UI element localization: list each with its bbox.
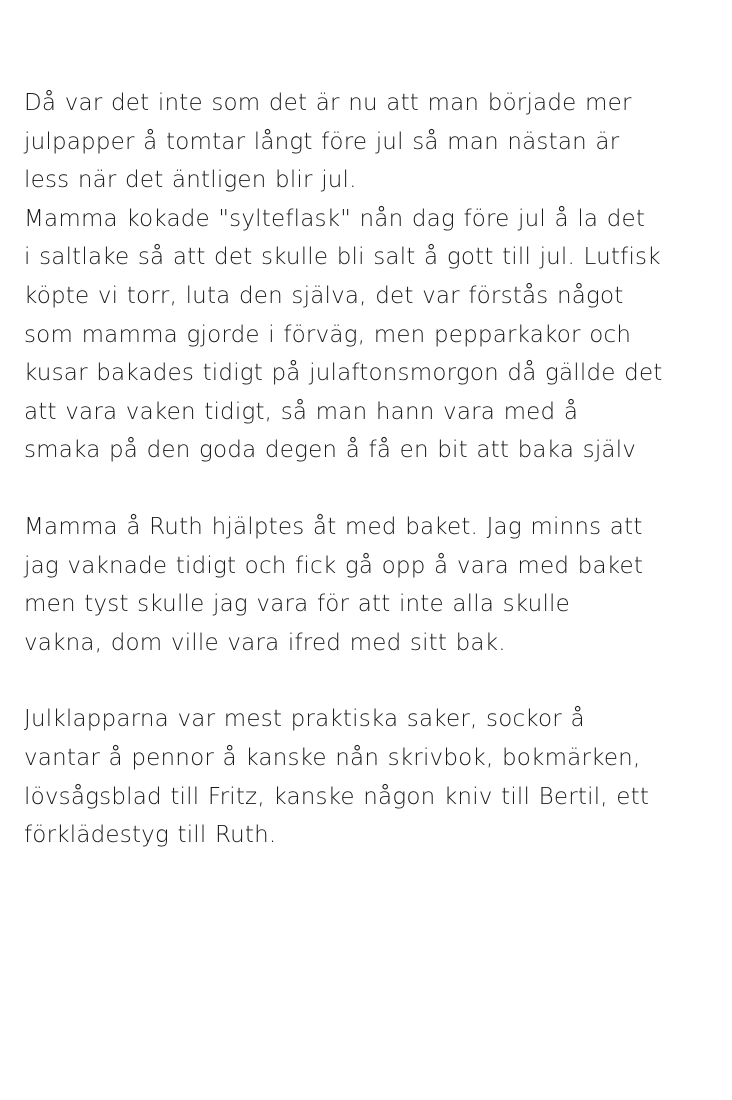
text-line: Mamma kokade "sylteflask" nån dag före jul å la det [24,205,646,232]
paragraph-3 [24,508,714,662]
text-line: vakna, dom ville vara ifred med sitt bak. [24,629,506,656]
text-line: Julklapparna var mest praktiska saker, sockor å [24,706,585,733]
paragraph-2 [24,200,714,470]
text-line: köpte vi torr, luta den själva, det var förstås något [24,282,624,309]
text-line: vantar å pennor å kanske nån skrivbok, bokmärken, [24,744,641,771]
text-line: Då var det inte som det är nu att man började mer [24,90,632,116]
text-line: smaka på den goda degen å få en bit att baka själv [24,437,637,464]
text-line: som mamma gjorde i förväg, men pepparkakor och [24,321,632,348]
text-line: less när det äntligen blir jul. [24,167,357,194]
text-line: men tyst skulle jag vara för att inte alla skulle [24,591,570,618]
paragraph-1 [24,84,714,200]
text-line: kusar bakades tidigt på julaftonsmorgon då gällde det [24,360,663,387]
text-line: jag vaknade tidigt och fick gå opp å vara med baket [24,552,644,579]
text-line: i saltlake så att det skulle bli salt å gott till jul. Lutfisk [24,244,661,271]
paragraph-4 [24,700,714,854]
text-line: att vara vaken tidigt, så man hann vara med å [24,398,579,425]
text-line: Mamma å Ruth hjälptes åt med baket. Jag minns att [24,513,643,540]
text-line: julpapper å tomtar långt före jul så man nästan är [24,128,620,155]
text-line: förklädestyg till Ruth. [24,822,277,849]
text-line: lövsågsblad till Fritz, kanske någon kniv till Bertil, ett [24,783,650,810]
handwritten-text [24,84,714,855]
